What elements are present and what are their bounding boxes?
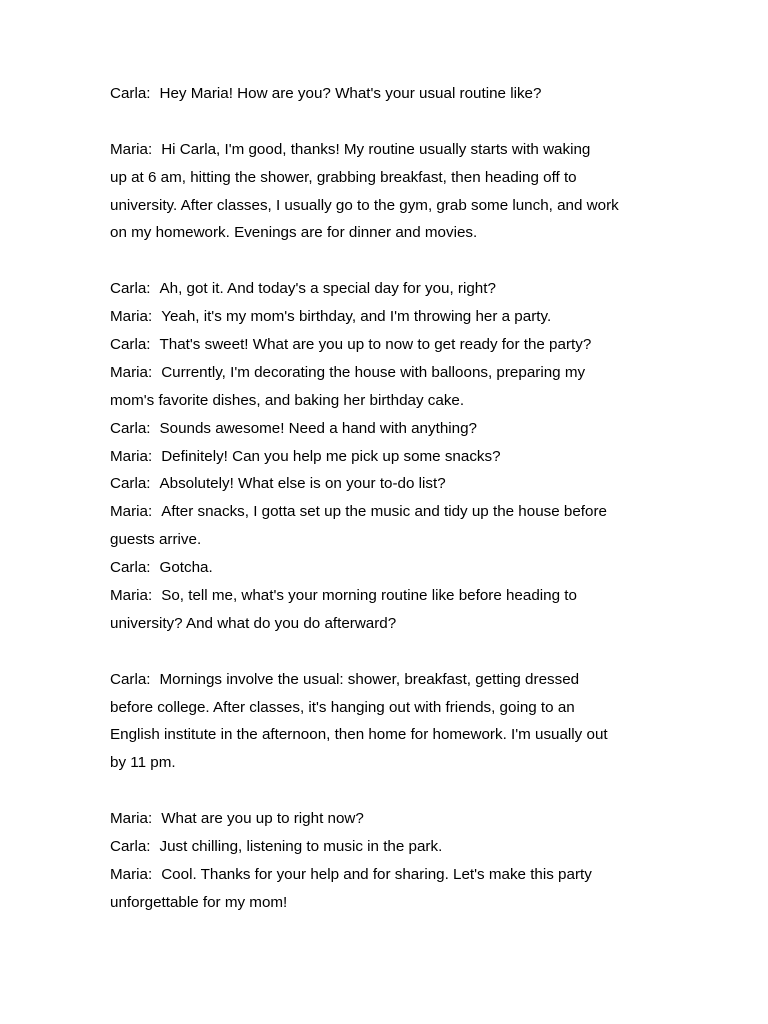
dialogue-text: What are you up to right now?: [161, 810, 364, 828]
dialogue-continuation: unforgettable for my mom!: [110, 893, 288, 911]
dialogue-line: [110, 303, 650, 331]
dialogue-line: [110, 415, 650, 443]
speaker-label: Maria:: [110, 308, 153, 326]
dialogue-text: So, tell me, what's your morning routine like before heading to: [161, 587, 577, 605]
dialogue-line: [110, 498, 650, 526]
dialogue-continuation: mom's favorite dishes, and baking her birthday cake.: [110, 391, 465, 409]
dialogue-text: Hi Carla, I'm good, thanks! My routine usually starts with waking: [161, 140, 591, 158]
dialogue-line: [110, 582, 650, 610]
speaker-label: Carla:: [110, 419, 151, 437]
dialogue-text: Currently, I'm decorating the house with balloons, preparing my: [161, 363, 586, 381]
dialogue-line: [110, 470, 650, 498]
speaker-label: Maria:: [110, 810, 153, 828]
dialogue-line: [110, 443, 650, 471]
dialogue-continuation: English institute in the afternoon, then home for homework. I'm usually out: [110, 726, 608, 744]
document-page: [110, 80, 650, 917]
dialogue-text: Cool. Thanks for your help and for sharing. Let's make this party: [161, 865, 592, 883]
paragraph-break: [110, 638, 650, 666]
speaker-label: Carla:: [110, 838, 151, 856]
dialogue-line: [110, 359, 650, 387]
dialogue-continuation: on my homework. Evenings are for dinner and movies.: [110, 224, 478, 242]
paragraph-break: [110, 247, 650, 275]
dialogue-line: [110, 331, 650, 359]
dialogue-continuation: up at 6 am, hitting the shower, grabbing breakfast, then heading off to: [110, 168, 577, 186]
dialogue-line: [110, 805, 650, 833]
speaker-label: Maria:: [110, 865, 153, 883]
speaker-label: Maria:: [110, 140, 153, 158]
dialogue-continuation: university. After classes, I usually go to the gym, grab some lunch, and work: [110, 196, 619, 214]
dialogue-line: [110, 666, 650, 694]
dialogue-text: Mornings involve the usual: shower, breakfast, getting dressed: [159, 670, 580, 688]
dialogue-continuation: guests arrive.: [110, 531, 202, 549]
dialogue-text: Just chilling, listening to music in the park.: [159, 838, 443, 856]
speaker-label: Maria:: [110, 503, 153, 521]
dialogue-text: After snacks, I gotta set up the music and tidy up the house before: [161, 503, 607, 521]
speaker-label: Carla:: [110, 336, 151, 354]
dialogue-text: That's sweet! What are you up to now to get ready for the party?: [159, 336, 592, 354]
dialogue-text: Ah, got it. And today's a special day for you, right?: [159, 280, 496, 298]
dialogue-line: [110, 275, 650, 303]
dialogue-line: [110, 136, 650, 164]
speaker-label: Carla:: [110, 85, 151, 102]
dialogue-text: Absolutely! What else is on your to-do list?: [159, 475, 446, 493]
dialogue-continuation: by 11 pm.: [110, 754, 176, 772]
speaker-label: Carla:: [110, 280, 151, 298]
dialogue-text: Gotcha.: [159, 559, 213, 577]
dialogue-continuation: university? And what do you do afterward?: [110, 614, 397, 632]
speaker-label: Maria:: [110, 447, 153, 465]
dialogue-line: [110, 80, 650, 108]
dialogue-line: [110, 554, 650, 582]
dialogue-line: [110, 833, 650, 861]
paragraph-break: [110, 108, 650, 136]
dialogue-text: Hey Maria! How are you? What's your usual routine like?: [159, 85, 542, 102]
speaker-label: Carla:: [110, 559, 151, 577]
dialogue-text: Sounds awesome! Need a hand with anything?: [159, 419, 477, 437]
dialogue-line: [110, 861, 650, 889]
speaker-label: Carla:: [110, 670, 151, 688]
paragraph-break: [110, 777, 650, 805]
speaker-label: Maria:: [110, 587, 153, 605]
dialogue-text: Definitely! Can you help me pick up some snacks?: [161, 447, 501, 465]
dialogue-continuation: before college. After classes, it's hanging out with friends, going to an: [110, 698, 575, 716]
speaker-label: Carla:: [110, 475, 151, 493]
dialogue-text: Yeah, it's my mom's birthday, and I'm throwing her a party.: [161, 308, 552, 326]
speaker-label: Maria:: [110, 363, 153, 381]
